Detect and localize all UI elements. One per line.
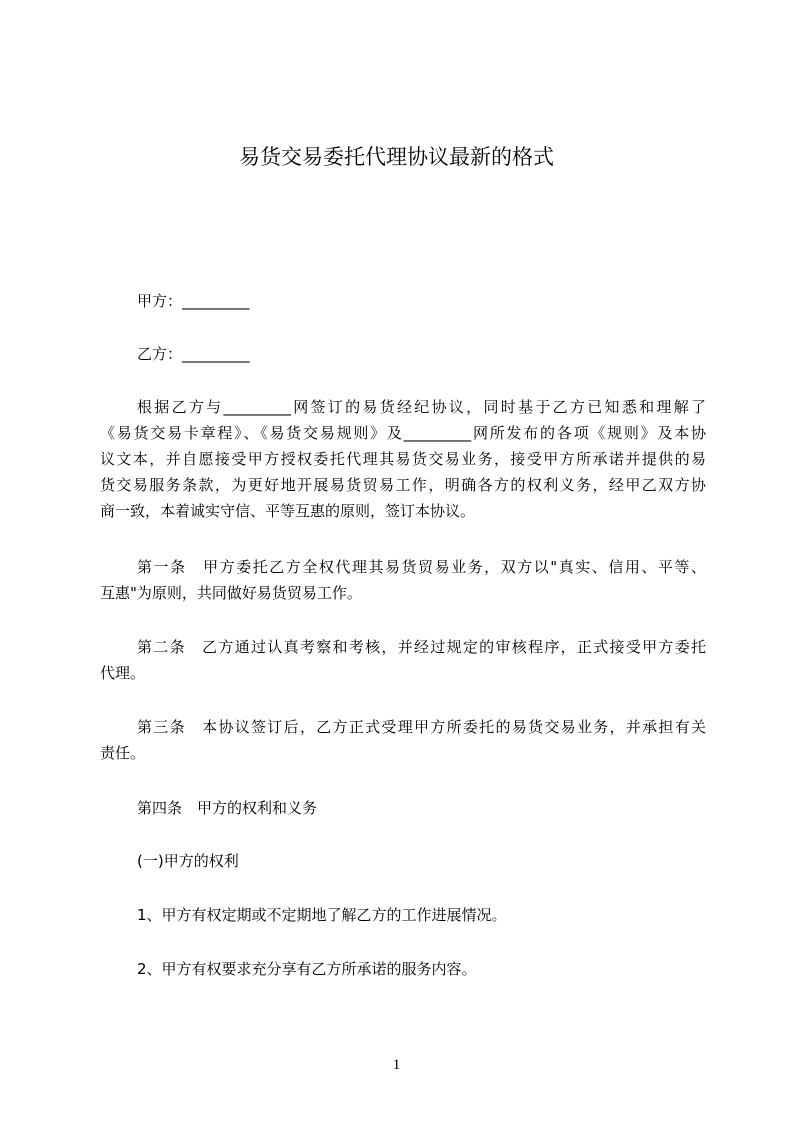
intro-line-4: 货交易服务条款，为更好地开展易货贸易工作，明确各方的权利义务，经甲乙双方协 [100, 476, 706, 494]
article-1-line-2: 互惠"为原则，共同做好易货贸易工作。 [100, 584, 362, 602]
right-item-1: 1、甲方有权定期或不定期地了解乙方的工作进展情况。 [137, 906, 507, 924]
page-number: 1 [392, 1057, 401, 1073]
intro-line-1: 根据乙方与_________网签订的易货经纪协议，同时基于乙方已知悉和理解了 [137, 398, 706, 416]
section-1-heading: (一)甲方的权利 [137, 852, 239, 870]
article-3-line-1: 第三条 本协议签订后，乙方正式受理甲方所委托的易货交易业务，并承担有关 [137, 718, 706, 736]
article-4-heading: 第四条 甲方的权利和义务 [137, 799, 318, 817]
party-a-line: 甲方：_________ [137, 292, 250, 310]
article-2-line-1: 第二条 乙方通过认真考察和考核，并经过规定的审核程序，正式接受甲方委托 [137, 638, 706, 656]
article-2-line-2: 代理。 [100, 664, 146, 682]
article-3-paragraph [100, 714, 706, 766]
party-b-line: 乙方：_________ [137, 345, 250, 363]
right-item-2: 2、甲方有权要求充分享有乙方所承诺的服务内容。 [137, 960, 477, 978]
article-3-line-2: 责任。 [100, 744, 146, 762]
intro-paragraph [100, 394, 706, 524]
article-1-line-1: 第一条 甲方委托乙方全权代理其易货贸易业务，双方以"真实、信用、平等、 [137, 558, 706, 576]
article-2-paragraph [100, 634, 706, 686]
document-title: 易货交易委托代理协议最新的格式 [239, 145, 554, 169]
intro-line-3: 议文本，并自愿接受甲方授权委托代理其易货交易业务，接受甲方所承诺并提供的易 [100, 450, 706, 468]
intro-line-5: 商一致，本着诚实守信、平等互惠的原则，签订本协议。 [100, 502, 476, 520]
intro-line-2: 《易货交易卡章程》、《易货交易规则》及_________网所发布的各项《规则》及本协 [100, 424, 706, 442]
article-1-paragraph [100, 554, 706, 606]
